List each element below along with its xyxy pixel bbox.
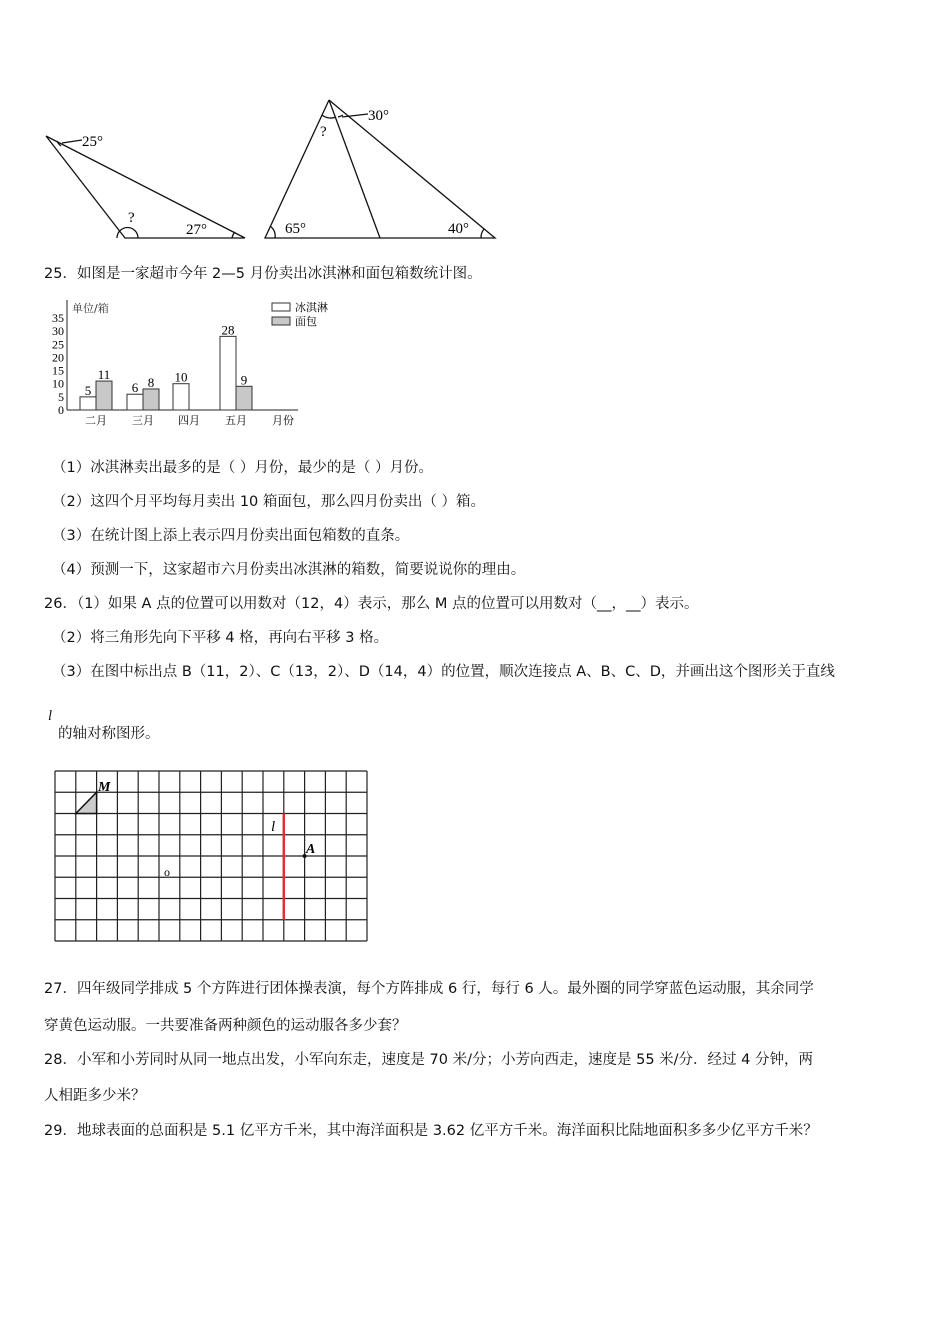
legend-label: 面包 xyxy=(295,315,317,328)
tri2-angle-65: 65° xyxy=(285,221,306,237)
y-tick-label: 35 xyxy=(52,310,64,325)
bar-冰淇淋 xyxy=(80,397,96,410)
x-axis-label: 月份 xyxy=(272,414,294,427)
q26-line-4: 的轴对称图形。 xyxy=(58,726,160,742)
tri2-angle-30: 30° xyxy=(368,108,389,124)
x-tick-label: 三月 xyxy=(132,414,154,427)
data-label: 28 xyxy=(221,322,235,338)
data-label: 5 xyxy=(84,382,92,398)
grid-label-A: A xyxy=(306,842,316,857)
data-label: 8 xyxy=(147,374,155,390)
data-label: 11 xyxy=(97,367,111,383)
bar-冰淇淋 xyxy=(173,384,189,410)
x-tick-label: 四月 xyxy=(178,414,200,427)
y-tick-label: 10 xyxy=(52,376,64,391)
grid-label-M: M xyxy=(98,780,111,795)
q29: 29．地球表面的总面积是 5.1 亿平方千米，其中海洋面积是 3.62 亿平方千米。海洋面积比陆地面积多多少亿平方千米？ xyxy=(44,1123,818,1139)
q26-line-1: 26．（1）如果 A 点的位置可以用数对（12，4）表示，那么 M 点的位置可以用数对（__，__）表示。 xyxy=(44,596,699,612)
q28-line-2: 人相距多少米？ xyxy=(44,1088,146,1104)
q27-line-1: 27．四年级同学排成 5 个方阵进行团体操表演，每个方阵排成 6 行，每行 6 人。最外圈的同学穿蓝色运动服，其余同学 xyxy=(44,981,814,997)
q26-line-3: （3）在图中标出点 B（11，2）、C（13，2）、D（14，4）的位置，顺次连接点 A、B、C、D，并画出这个图形关于直线 xyxy=(52,664,835,680)
bar-面包 xyxy=(236,386,252,410)
tri1-angle-25: 25° xyxy=(82,134,103,150)
y-tick-label: 0 xyxy=(58,403,64,417)
legend-label: 冰淇淋 xyxy=(295,301,328,314)
l-symbol: l xyxy=(48,708,53,724)
legend-swatch xyxy=(272,303,290,311)
q25-item-2: （2）这四个月平均每月卖出 10 箱面包，那么四月份卖出（ ）箱。 xyxy=(52,494,486,510)
triangle-figure-1 xyxy=(46,136,245,238)
q25-title: 25．如图是一家超市今年 2—5 月份卖出冰淇淋和面包箱数统计图。 xyxy=(44,266,482,282)
y-axis-label: 单位/箱 xyxy=(72,302,109,315)
q27-line-2: 穿黄色运动服。一共要准备两种颜色的运动服各多少套？ xyxy=(44,1018,407,1034)
data-label: 6 xyxy=(131,380,139,396)
grid-label-l: l xyxy=(271,819,276,835)
data-label: 9 xyxy=(240,372,248,388)
y-tick-label: 5 xyxy=(58,389,64,404)
tri1-angle-27: 27° xyxy=(186,222,207,238)
grid-label-o: o xyxy=(164,865,170,879)
y-tick-label: 20 xyxy=(52,350,64,365)
triangle-shape xyxy=(76,792,97,813)
q26-line-2: （2）将三角形先向下平移 4 格，再向右平移 3 格。 xyxy=(52,630,389,646)
x-tick-label: 二月 xyxy=(85,414,107,427)
bar-面包 xyxy=(143,389,159,410)
q25-item-3: （3）在统计图上添上表示四月份卖出面包箱数的直条。 xyxy=(52,528,410,544)
coordinate-grid xyxy=(55,771,367,941)
q25-item-1: （1）冰淇淋卖出最多的是（ ）月份，最少的是（ ）月份。 xyxy=(52,460,433,476)
q28-line-1: 28．小军和小芳同时从同一地点出发，小军向东走，速度是 70 米/分；小芳向西走，速度是 55 米/分．经过 4 分钟，两 xyxy=(44,1052,813,1068)
tri2-angle-40: 40° xyxy=(448,221,469,237)
bar-冰淇淋 xyxy=(220,336,236,410)
bar-chart xyxy=(52,300,328,427)
y-tick-label: 25 xyxy=(52,337,64,352)
data-label: 10 xyxy=(174,369,188,385)
tri2-unknown: ? xyxy=(320,124,327,140)
x-tick-label: 五月 xyxy=(225,414,247,427)
y-tick-label: 15 xyxy=(52,363,64,378)
legend-swatch xyxy=(272,317,290,325)
tri1-unknown: ? xyxy=(128,210,135,226)
bar-冰淇淋 xyxy=(127,394,143,410)
y-tick-label: 30 xyxy=(52,324,64,339)
bar-面包 xyxy=(96,381,112,410)
q25-item-4: （4）预测一下，这家超市六月份卖出冰淇淋的箱数，简要说说你的理由。 xyxy=(52,562,526,578)
